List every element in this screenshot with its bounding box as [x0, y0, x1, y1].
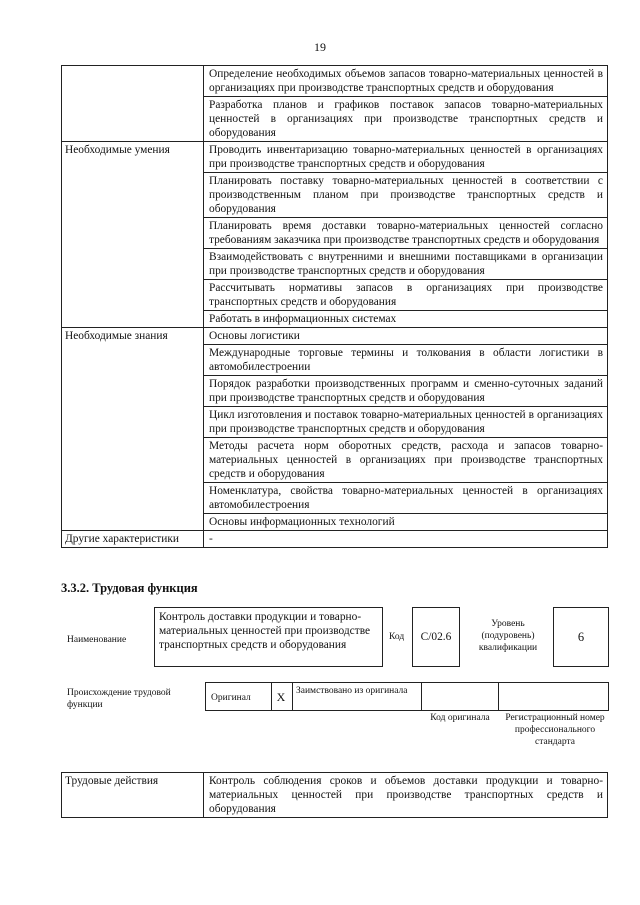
code-label: Код: [389, 632, 405, 642]
origin-divider: [292, 683, 293, 710]
borrowed-label: Заимствовано из оригинала: [296, 686, 408, 696]
original-mark: X: [276, 690, 286, 704]
table-row: [62, 773, 608, 818]
list-item: Планировать время доставки товарно-материальных ценностей согласно требованиям заказчика при производстве транспортных средств и оборудования: [204, 218, 608, 249]
page-number: 19: [314, 40, 326, 54]
list-item: Взаимодействовать с внутренними и внешними поставщиками в организации при производстве транспортных средств и оборудования: [204, 249, 608, 280]
list-item: Разработка планов и графиков поставок запасов товарно-материальных ценностей в организациях при производстве транспортных средств и оборудования: [204, 97, 608, 142]
level-label: Уровень (подуровень) квалификации: [478, 619, 538, 653]
name-label: Наименование: [67, 635, 127, 645]
original-label: Оригинал: [211, 693, 251, 703]
origin-divider: [498, 683, 499, 710]
empty-label-cell: [62, 66, 204, 142]
knowledge-label: Необходимые знания: [62, 328, 204, 531]
list-item: Порядок разработки производственных программ и сменно-суточных заданий при производстве транспортных средств и оборудования: [204, 376, 608, 407]
list-item: Номенклатура, свойства товарно-материальных ценностей в организациях автомобилестроения: [204, 483, 608, 514]
table-row: [62, 66, 608, 97]
list-item: Проводить инвентаризацию товарно-материальных ценностей в организациях при производстве транспортных средств и оборудования: [204, 142, 608, 173]
other-value: -: [204, 531, 608, 548]
name-value: Контроль доставки продукции и товарно-материальных ценностей при производстве транспортных средств и оборудования: [154, 607, 383, 667]
level-value: 6: [553, 607, 609, 667]
origin-label: Происхождение трудовой функции: [67, 688, 171, 710]
list-item: Определение необходимых объемов запасов товарно-материальных ценностей в организациях при производстве транспортных средств и оборудования: [204, 66, 608, 97]
list-item: Методы расчета норм оборотных средств, расхода и запасов товарно-материальных ценностей в организациях при производстве транспортных средств и оборудования: [204, 438, 608, 483]
requirements-table: [61, 65, 608, 548]
reg-number-caption: Регистрационный номер профессионального стандарта: [505, 713, 605, 747]
code-value: С/02.6: [412, 607, 460, 667]
list-item: Планировать поставку товарно-материальных ценностей в соответствии с производственным планом при производстве транспортных средств и оборудования: [204, 173, 608, 218]
code-original-caption: Код оригинала: [430, 713, 490, 723]
actions-label: Трудовые действия: [62, 773, 204, 818]
list-item: Цикл изготовления и поставок товарно-материальных ценностей в организациях при производстве транспортных средств и оборудования: [204, 407, 608, 438]
section-title: 3.3.2. Трудовая функция: [61, 581, 198, 595]
skills-label: Необходимые умения: [62, 142, 204, 328]
list-item: Рассчитывать нормативы запасов в организациях при производстве транспортных средств и оборудования: [204, 280, 608, 311]
actions-table: [61, 772, 608, 818]
list-item: Работать в информационных системах: [204, 311, 608, 328]
actions-value: Контроль соблюдения сроков и объемов доставки продукции и товарно-материальных ценностей при производстве транспортных средств и оборудования: [204, 773, 608, 818]
other-label: Другие характеристики: [62, 531, 204, 548]
origin-divider: [421, 683, 422, 710]
list-item: Международные торговые термины и толкования в области логистики в автомобилестроении: [204, 345, 608, 376]
table-row: [62, 328, 608, 345]
table-row: [62, 142, 608, 173]
table-row: [62, 531, 608, 548]
list-item: Основы информационных технологий: [204, 514, 608, 531]
list-item: Основы логистики: [204, 328, 608, 345]
